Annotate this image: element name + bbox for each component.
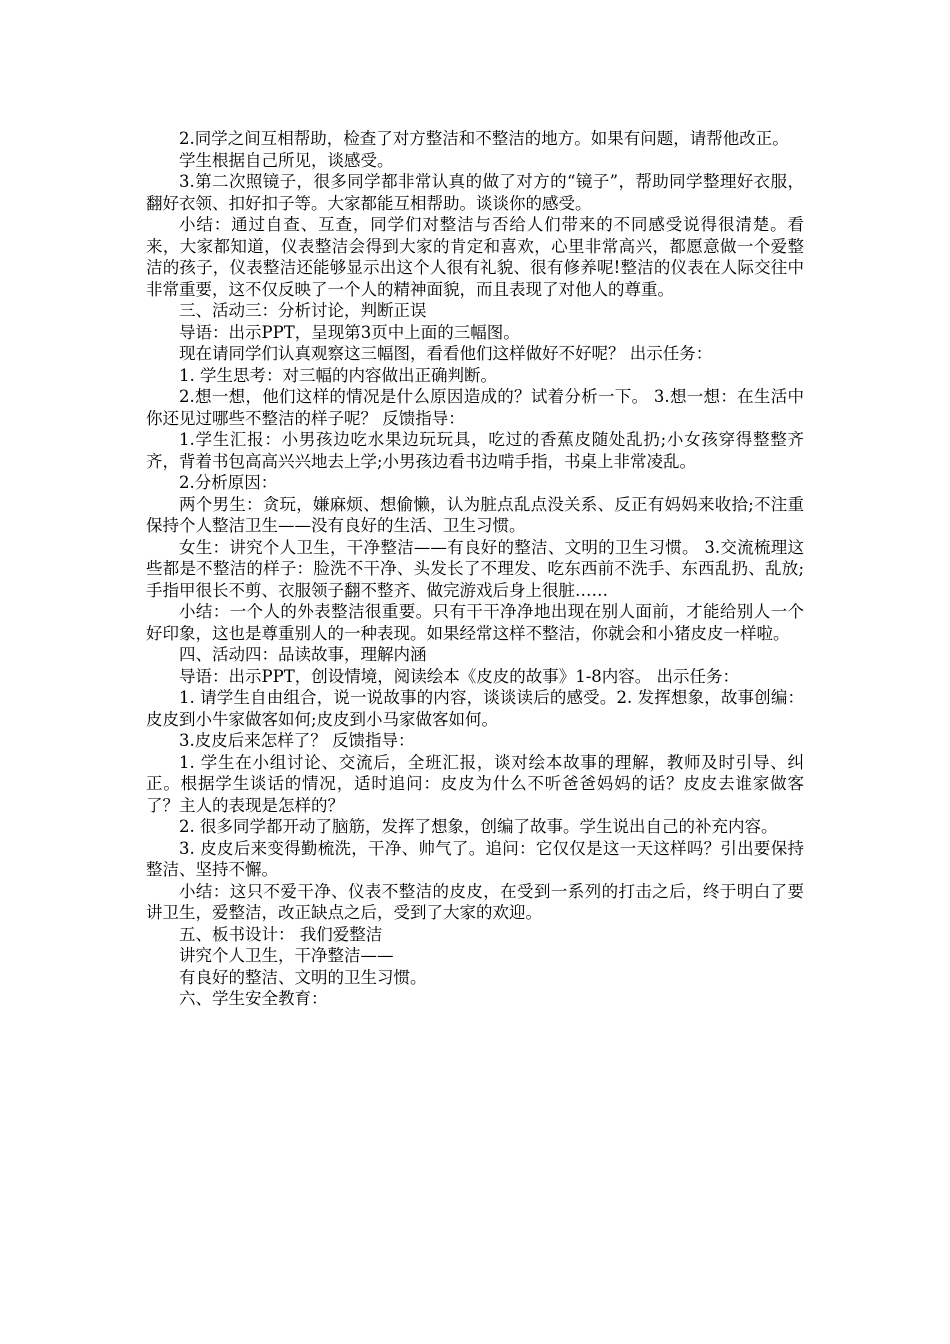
paragraph: 现在请同学们认真观察这三幅图，看看他们这样做好不好呢？ 出示任务： (179, 344, 713, 363)
paragraph: 小结：这只不爱干净、仪表不整洁的皮皮，在受到一系列的打击之后，终于明白了要讲卫生，爱整洁，改正缺点之后，受到了大家的欢迎。 (146, 881, 804, 922)
paragraph: 1.学生汇报：小男孩边吃水果边玩玩具，吃过的香蕉皮随处乱扔;小女孩穿得整整齐齐，背着书包高高兴兴地去上学;小男孩边看书边啃手指，书桌上非常凌乱。 (146, 430, 804, 471)
paragraph: 两个男生：贪玩，嫌麻烦、想偷懒，认为脏点乱点没关系、反正有妈妈来收拾;不注重保持个人整洁卫生——没有良好的生活、卫生习惯。 (146, 494, 804, 535)
paragraph: 女生：讲究个人卫生，干净整洁——有良好的整洁、文明的卫生习惯。 3.交流梳理这些都是不整洁的样子：脸洗不干净、头发长了不理发、吃东西前不洗手、东西乱扔、乱放;手指甲很长不剪、衣服领子翻不整齐、做完游戏后身上很脏…… (146, 537, 804, 600)
paragraph: 导语：出示PPT，呈现第3页中上面的三幅图。 (179, 322, 520, 342)
paragraph: 2.想一想，他们这样的情况是什么原因造成的？试着分析一下。 3.想一想：在生活中你还见过哪些不整洁的样子呢？ 反馈指导： (146, 387, 804, 428)
paragraph: 1. 学生思考：对三幅的内容做出正确判断。 (179, 365, 497, 385)
paragraph: 3. 皮皮后来变得勤梳洗，干净、帅气了。追问：它仅仅是这一天这样吗？引出要保持整洁、坚持不懈。 (146, 838, 804, 879)
paragraph: 讲究个人卫生，干净整洁—— (179, 946, 394, 965)
paragraph: 小结：通过自查、互查，同学们对整洁与否给人们带来的不同感受说得很清楚。看来，大家都知道，仪表整洁会得到大家的肯定和喜欢，心里非常高兴，都愿意做一个爱整洁的孩子，仪表整洁还能够显示出这个人很有礼貌、很有修养呢!整洁的仪表在人际交往中非常重要，这不仅反映了一个人的精神面貌，而且表现了对他人的尊重。 (146, 215, 804, 299)
paragraph: 1. 学生在小组讨论、交流后，全班汇报，谈对绘本故事的理解，教师及时引导、纠正。根据学生谈话的情况，适时追问：皮皮为什么不听爸爸妈妈的话？皮皮去谁家做客了？主人的表现是怎样的？ (146, 752, 804, 815)
paragraph: 有良好的整洁、文明的卫生习惯。 (179, 967, 427, 987)
paragraph: 2.同学之间互相帮助，检查了对方整洁和不整洁的地方。如果有问题，请帮他改正。 (179, 129, 789, 148)
paragraph: 3.皮皮后来怎样了？ 反馈指导： (179, 731, 415, 750)
paragraph: 1. 请学生自由组合，说一说故事的内容，谈谈读后的感受。2. 发挥想象，故事创编：皮皮到小牛家做客如何;皮皮到小马家做客如何。 (146, 688, 804, 729)
section-heading: 四、活动四：品读故事，理解内涵 (179, 645, 427, 664)
document-page (146, 128, 804, 1010)
section-heading: 六、学生安全教育： (179, 989, 328, 1008)
paragraph: 2. 很多同学都开动了脑筋，发挥了想象，创编了故事。学生说出自己的补充内容。 (179, 817, 778, 836)
paragraph: 2.分析原因： (179, 473, 278, 492)
paragraph: 导语：出示PPT，创设情境，阅读绘本《皮皮的故事》1-8内容。 出示任务： (179, 666, 740, 686)
paragraph: 3.第二次照镜子，很多同学都非常认真的做了对方的“镜子”，帮助同学整理好衣服，翻好衣领、扣好扣子等。大家都能互相帮助。谈谈你的感受。 (146, 172, 804, 213)
section-heading: 五、板书设计： 我们爱整洁 (179, 924, 383, 944)
paragraph: 小结：一个人的外表整洁很重要。只有干干净净地出现在别人面前，才能给别人一个好印象，这也是尊重别人的一种表现。如果经常这样不整洁，你就会和小猪皮皮一样啦。 (146, 602, 804, 643)
section-heading: 三、活动三：分析讨论，判断正误 (179, 301, 427, 320)
paragraph: 学生根据自己所见，谈感受。 (179, 150, 394, 170)
